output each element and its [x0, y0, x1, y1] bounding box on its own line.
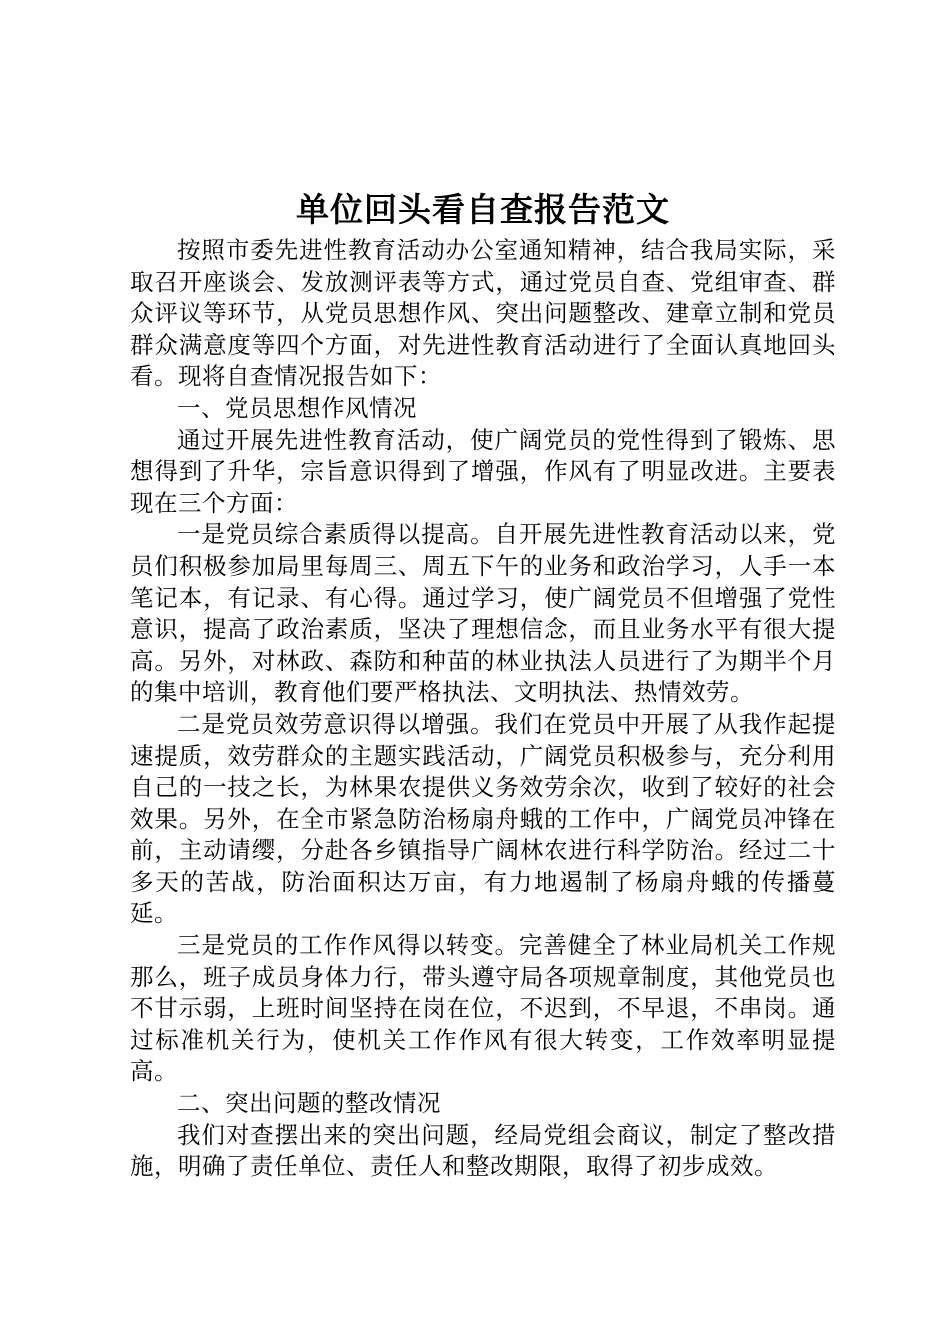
section-heading-1: 一、党员思想作风情况 [177, 393, 417, 422]
body-paragraph: 三是党员的工作作风得以转变。完善健全了林业局机关工作规那么，班子成员身体力行，带头遵守局各项规章制度，其他党员也不甘示弱，上班时间坚持在岗在位，不迟到，不早退，不串岗。通过标准机关行为，使机关工作作风有很大转变，工作效率明显提高。 [130, 931, 836, 1086]
intro-paragraph: 按照市委先进性教育活动办公室通知精神，结合我局实际，采取召开座谈会、发放测评表等方式，通过党员自查、党组审查、群众评议等环节，从党员思想作风、突出问题整改、建章立制和党员群众满意度等四个方面，对先进性教育活动进行了全面认真地回头看。现将自查情况报告如下： [130, 236, 836, 391]
body-paragraph: 一是党员综合素质得以提高。自开展先进性教育活动以来，党员们积极参加局里每周三、周五下午的业务和政治学习，人手一本笔记本，有记录、有心得。通过学习，使广阔党员不但增强了党性意识，提高了政治素质，坚决了理想信念，而且业务水平有很大提高。另外，对林政、森防和种苗的林业执法人员进行了为期半个月的集中培训，教育他们要严格执法、文明执法、热情效劳。 [130, 520, 836, 707]
section-heading-2: 二、突出问题的整改情况 [177, 1089, 441, 1118]
body-paragraph: 通过开展先进性教育活动，使广阔党员的党性得到了锻炼、思想得到了升华，宗旨意识得到了增强，作风有了明显改进。主要表现在三个方面： [130, 425, 836, 517]
body-paragraph: 二是党员效劳意识得以增强。我们在党员中开展了从我作起提速提质，效劳群众的主题实践活动，广阔党员积极参与，充分利用自己的一技之长，为林果农提供义务效劳余次，收到了较好的社会效果。另外，在全市紧急防治杨扇舟蛾的工作中，广阔党员冲锋在前，主动请缨，分赴各乡镇指导广阔林农进行科学防治。经过二十多天的苦战，防治面积达万亩，有力地遏制了杨扇舟蛾的传播蔓延。 [130, 709, 836, 928]
document-title: 单位回头看自查报告范文 [296, 190, 670, 229]
document-page [130, 185, 836, 1183]
body-paragraph: 我们对查摆出来的突出问题，经局党组会商议，制定了整改措施，明确了责任单位、责任人和整改期限，取得了初步成效。 [130, 1120, 836, 1181]
